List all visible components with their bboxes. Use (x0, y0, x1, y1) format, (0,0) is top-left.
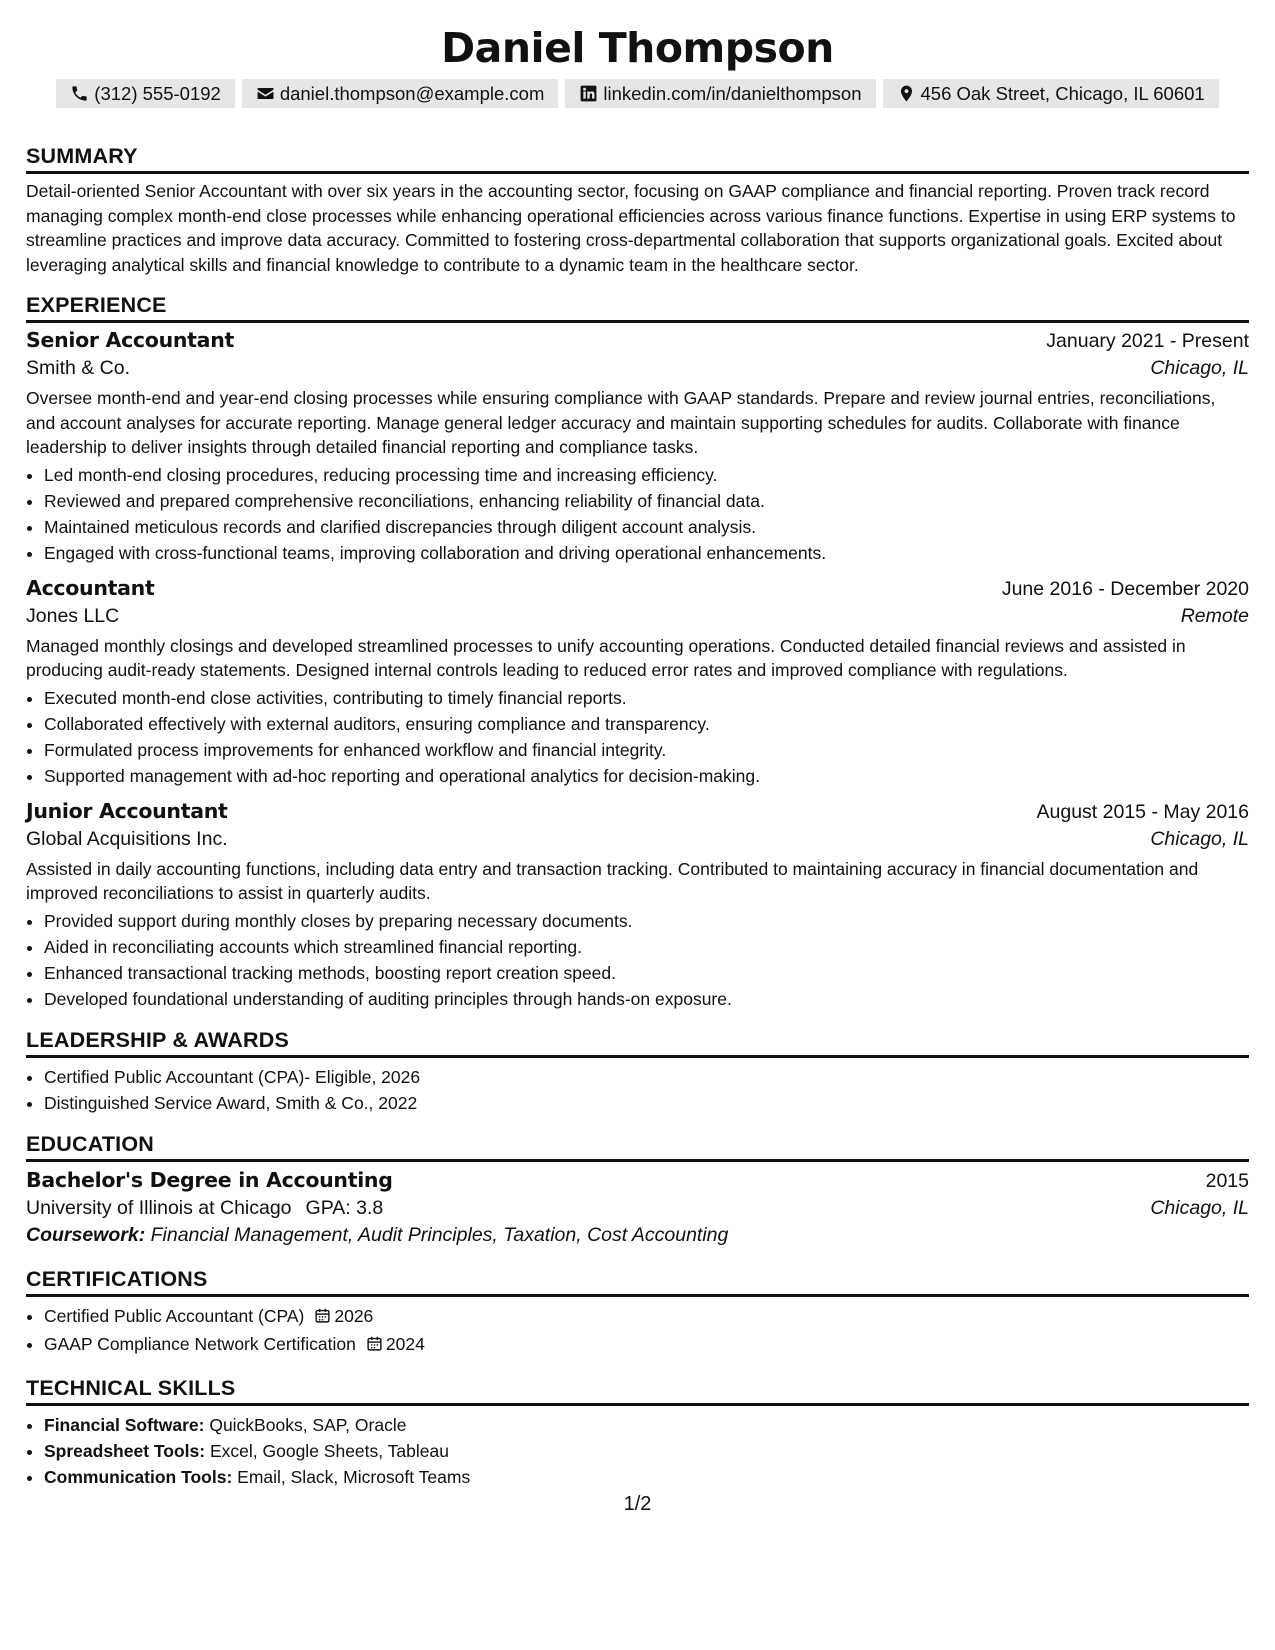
summary-text: Detail-oriented Senior Accountant with over six years in the accounting sector, focusing on GAAP compliance and financial reporting. Proven track record managing complex month-end close processes while enhancing operational efficiencies across various finance functions. Expertise in using ERP systems to streamline practices and improve data accuracy. Committed to fostering cross-departmental collaboration that supports organizational goals. Excited about leveraging analytical skills and financial knowledge to contribute to a dynamic team in the healthcare sector. (26, 181, 1236, 275)
coursework (26, 1221, 1249, 1250)
school-info (26, 1197, 383, 1220)
map-pin-icon (897, 84, 916, 103)
certifications-list (26, 1303, 1249, 1359)
experience-heading: EXPERIENCE (26, 291, 1249, 323)
certification-year: 2026 (334, 1305, 374, 1326)
list-item: • Formulated process improvements for enhanced workflow and financial integrity. (44, 737, 1249, 763)
job-location: Chicago, IL (1150, 357, 1249, 379)
skill-value: Excel, Google Sheets, Tableau (209, 1440, 449, 1461)
job-description: Assisted in daily accounting functions, including data entry and transaction tracking. Contributed to maintaining accuracy in financial documentation and improved reconciliations to assist in quarterly audits. (26, 858, 1199, 903)
linkedin-icon (579, 84, 598, 103)
list-item: • Collaborated effectively with external auditors, ensuring compliance and transparency. (44, 711, 1249, 737)
list-item (44, 1331, 1249, 1359)
leadership-heading: LEADERSHIP & AWARDS (26, 1026, 1249, 1058)
phone-icon (70, 84, 89, 103)
school-name: University of Illinois at Chicago (26, 1196, 292, 1219)
list-item: • Distinguished Service Award, Smith & Co., 2022 (44, 1090, 1249, 1116)
contact-email[interactable] (242, 79, 559, 108)
list-item (44, 1303, 1249, 1331)
job-title: Junior Accountant (26, 798, 228, 823)
calendar-icon (366, 1333, 383, 1359)
skill-value: Email, Slack, Microsoft Teams (237, 1466, 471, 1487)
job-bullets (26, 908, 1249, 1012)
list-item: • Aided in reconciliating accounts which streamlined financial reporting. (44, 934, 1249, 960)
job-description: Managed monthly closings and developed streamlined processes to unify accounting operations. Conducted detailed financial reviews and assisted in producing audit-ready statements. Designed internal controls leading to reduced error rates and improved compliance with regulations. (26, 635, 1186, 680)
summary-heading: SUMMARY (26, 142, 1249, 174)
job-title: Accountant (26, 575, 155, 600)
calendar-icon (314, 1305, 331, 1331)
skills-list (26, 1412, 1249, 1490)
list-item: • Executed month-end close activities, contributing to timely financial reports. (44, 685, 1249, 711)
certifications-heading: CERTIFICATIONS (26, 1265, 1249, 1297)
list-item: • Developed foundational understanding of auditing principles through hands-on exposure. (44, 986, 1249, 1012)
contact-address (883, 79, 1219, 108)
education-heading: EDUCATION (26, 1130, 1249, 1162)
list-item: • Reviewed and prepared comprehensive reconciliations, enhancing reliability of financial data. (44, 488, 1249, 514)
summary-section (26, 142, 1249, 277)
job-dates: August 2015 - May 2016 (1036, 800, 1249, 823)
job-location: Remote (1180, 604, 1249, 627)
education-section (26, 1130, 1249, 1250)
job-company: Jones LLC (26, 604, 120, 627)
graduation-year: 2015 (1205, 1169, 1249, 1192)
list-item (44, 1412, 1249, 1438)
certifications-section (26, 1265, 1249, 1359)
job-bullets (26, 462, 1249, 566)
school-location: Chicago, IL (1150, 1196, 1249, 1219)
experience-section (26, 291, 1249, 1012)
job-description: Oversee month-end and year-end closing processes while ensuring compliance with GAAP standards. Prepare and review journal entries, reconciliations, and account analyses for accurate reporting. Manage general ledger accuracy and maintain supporting schedules for audits. Collaborate with finance leadership to deliver insights through detailed financial reporting and compliance tasks. (26, 388, 1216, 457)
list-item: • Led month-end closing procedures, reducing processing time and increasing efficiency. (44, 462, 1249, 488)
list-item: • Provided support during monthly closes by preparing necessary documents. (44, 908, 1249, 934)
skill-label: Communication Tools: (44, 1466, 233, 1487)
job-dates: January 2021 - Present (1046, 330, 1249, 352)
certification-name: Certified Public Accountant (CPA) (44, 1305, 305, 1326)
envelope-icon (256, 84, 275, 103)
gpa: GPA: 3.8 (305, 1196, 384, 1219)
page-number: 1/2 (623, 1493, 652, 1515)
contact-bar (26, 79, 1249, 108)
job-entry (26, 328, 1249, 566)
job-company: Global Acquisitions Inc. (26, 827, 228, 850)
contact-phone[interactable] (56, 79, 235, 108)
list-item (44, 1438, 1249, 1464)
skill-value: QuickBooks, SAP, Oracle (209, 1414, 407, 1435)
job-bullets (26, 685, 1249, 789)
degree-title: Bachelor's Degree in Accounting (26, 1167, 393, 1192)
candidate-name: Daniel Thompson (441, 24, 834, 72)
skill-label: Financial Software: (44, 1414, 205, 1435)
skills-section (26, 1374, 1249, 1490)
job-company: Smith & Co. (26, 357, 131, 379)
coursework-text: Financial Management, Audit Principles, Taxation, Cost Accounting (150, 1223, 729, 1246)
job-title: Senior Accountant (26, 328, 234, 352)
job-entry (26, 576, 1249, 789)
leadership-section (26, 1026, 1249, 1116)
job-location: Chicago, IL (1150, 827, 1249, 850)
list-item (44, 1464, 1249, 1490)
list-item: • Engaged with cross-functional teams, improving collaboration and driving operational enhancements. (44, 540, 1249, 566)
leadership-list (26, 1064, 1249, 1116)
job-entry (26, 799, 1249, 1012)
list-item: • Certified Public Accountant (CPA)- Eligible, 2026 (44, 1064, 1249, 1090)
skills-heading: TECHNICAL SKILLS (26, 1374, 1249, 1406)
certification-year: 2024 (385, 1333, 425, 1354)
email-text: daniel.thompson@example.com (279, 83, 545, 104)
list-item: • Maintained meticulous records and clarified discrepancies through diligent account analysis. (44, 514, 1249, 540)
address-text: 456 Oak Street, Chicago, IL 60601 (920, 83, 1205, 104)
linkedin-text: linkedin.com/in/danielthompson (603, 83, 862, 104)
job-dates: June 2016 - December 2020 (1001, 577, 1249, 600)
certification-name: GAAP Compliance Network Certification (44, 1333, 356, 1354)
list-item: • Supported management with ad-hoc reporting and operational analytics for decision-making. (44, 763, 1249, 789)
coursework-label: Coursework: (26, 1223, 146, 1246)
skill-label: Spreadsheet Tools: (44, 1440, 206, 1461)
list-item: • Enhanced transactional tracking methods, boosting report creation speed. (44, 960, 1249, 986)
phone-text: (312) 555-0192 (94, 83, 221, 104)
contact-linkedin[interactable] (565, 79, 875, 108)
